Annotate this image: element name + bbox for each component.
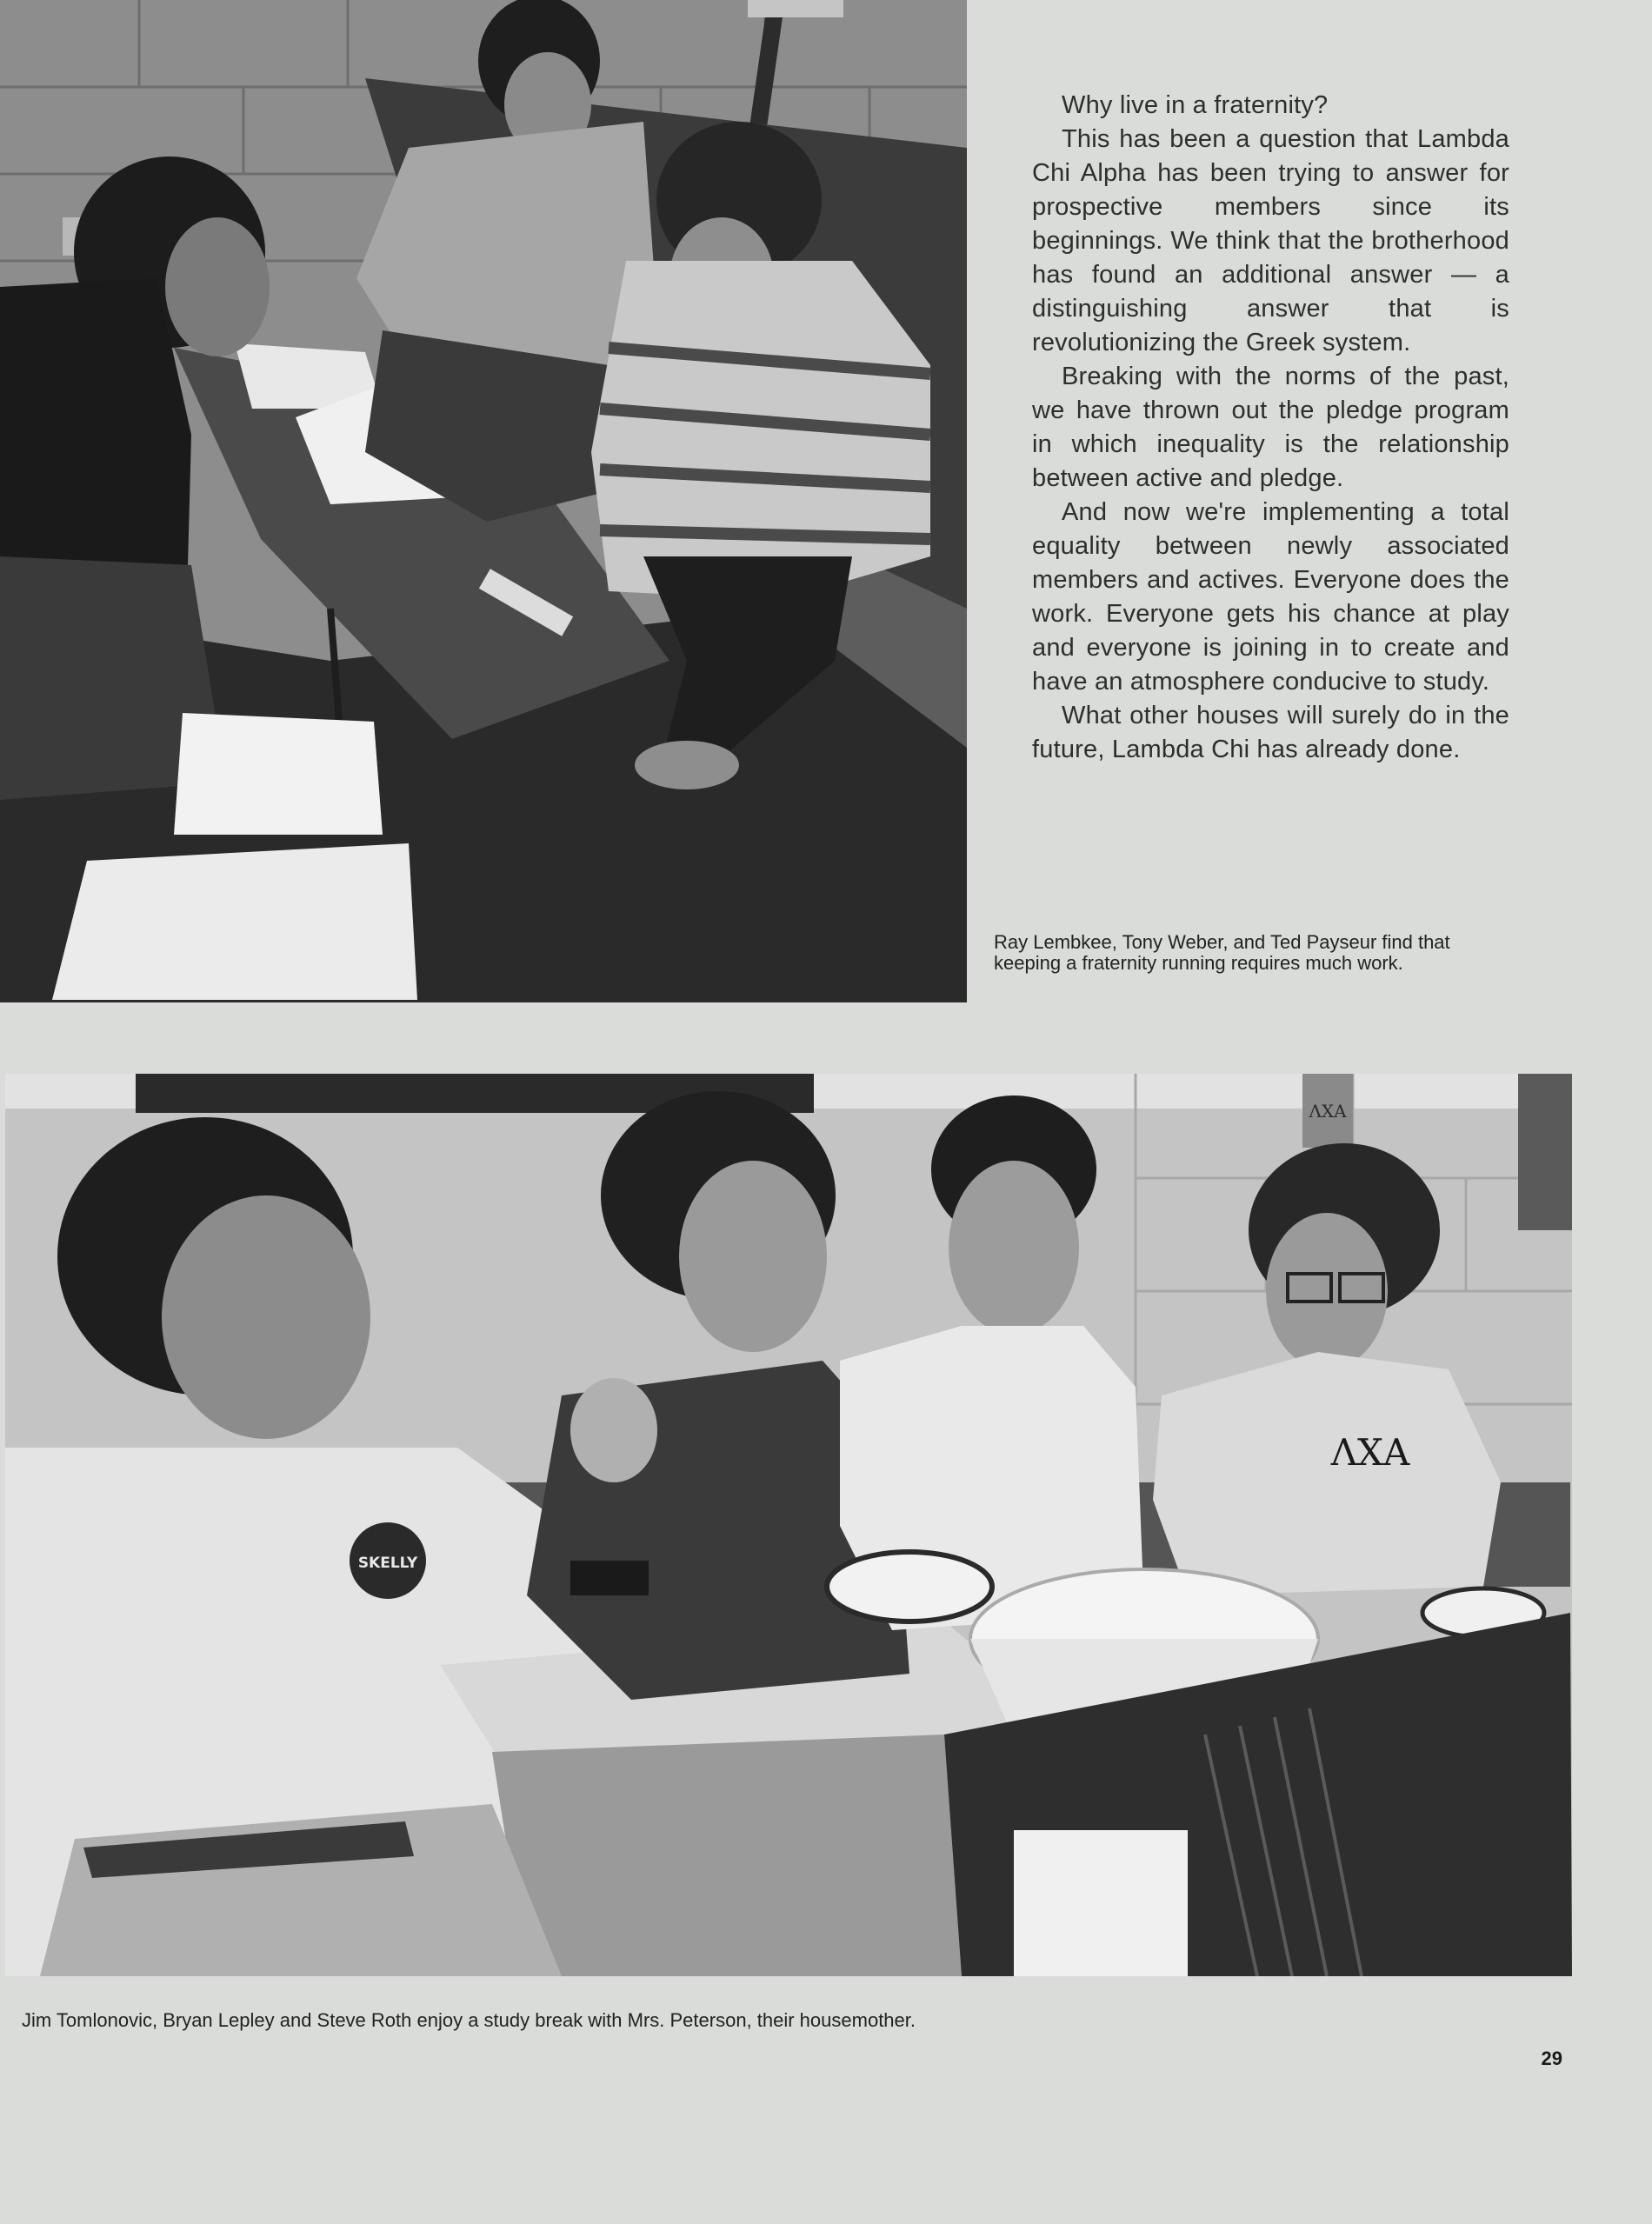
page-number: 29 <box>1541 2048 1562 2069</box>
article-paragraph: And now we're implementing a total equality between newly associated members and actives. Everyone does the work. Everyone gets his chance at play and everyone is joining in to create and have an atmosphere conducive to study. <box>1032 498 1509 696</box>
shirt-letters: ΛΧΑ <box>1330 1431 1410 1474</box>
plaque-letters: ΛΧΑ <box>1309 1101 1347 1122</box>
article-paragraph: This has been a question that Lambda Chi Alpha has been trying to answer for prospective members since its beginnings. We think that the brotherhood has found an additional answer — a distinguishing answer that is revolutionizing the Greek system. <box>1032 125 1509 356</box>
photo-meeting-image <box>0 0 967 1002</box>
article-body <box>1032 89 1509 767</box>
article-paragraph: What other houses will surely do in the future, Lambda Chi has already done. <box>1032 702 1509 763</box>
caption-study-break-photo: Jim Tomlonovic, Bryan Lepley and Steve Roth enjoy a study break with Mrs. Peterson, their housemother. <box>22 2009 916 2031</box>
article-paragraph: Breaking with the norms of the past, we have thrown out the pledge program in which inequality is the relationship between active and pledge. <box>1032 363 1509 492</box>
shirt-patch-text: SKELLY <box>357 1555 418 1572</box>
photo-study-break-image <box>5 1074 1572 1976</box>
photo-meeting <box>0 0 967 1002</box>
article-paragraph: Why live in a fraternity? <box>1062 91 1329 119</box>
photo-study-break <box>5 1074 1572 1976</box>
caption-meeting-photo: Ray Lembkee, Tony Weber, and Ted Payseur find that keeping a fraternity running requires much work. <box>994 931 1450 974</box>
